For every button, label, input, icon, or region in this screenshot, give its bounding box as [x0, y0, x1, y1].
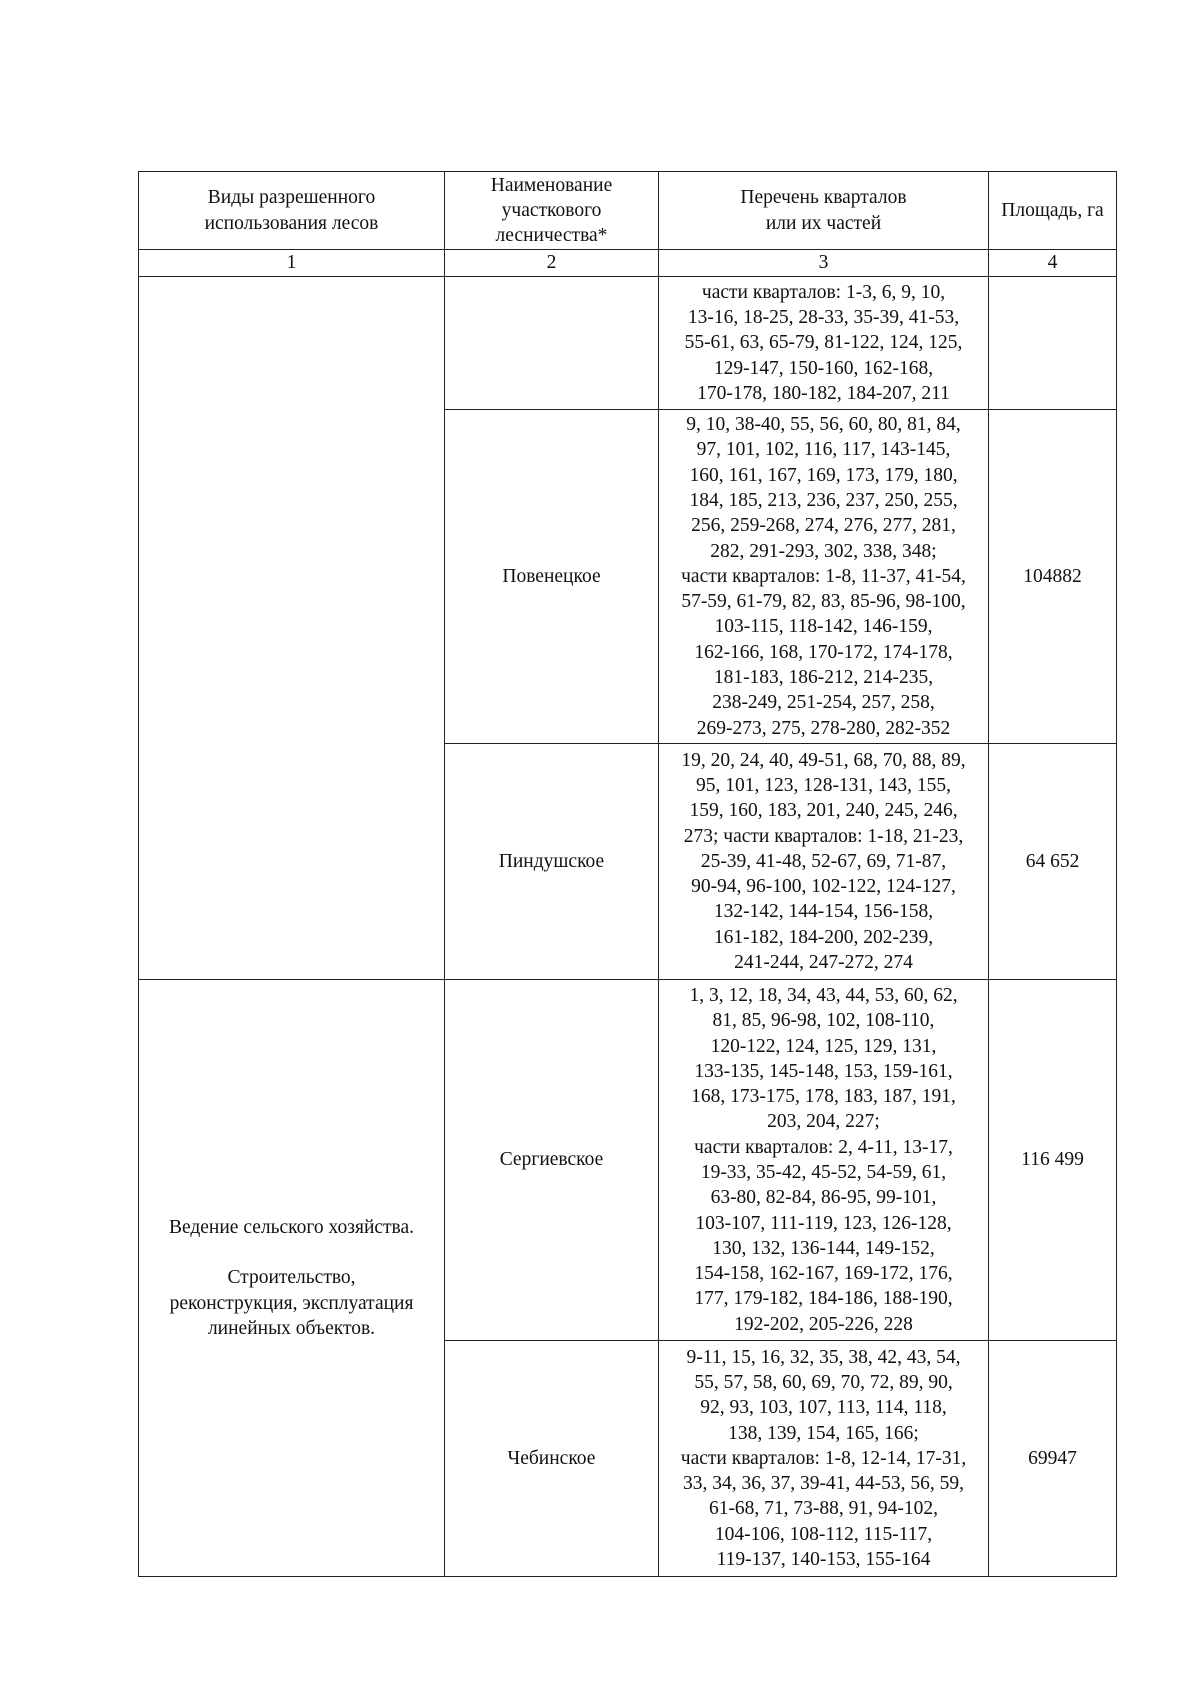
column-number: 1 — [139, 250, 445, 277]
area-cell — [989, 277, 1117, 410]
use-type-cell-continued — [139, 277, 445, 980]
area-cell: 64 652 — [989, 744, 1117, 980]
use-type-spacer — [141, 1240, 442, 1265]
area-cell: 69947 — [989, 1341, 1117, 1577]
area-cell: 104882 — [989, 410, 1117, 744]
use-type-cell — [139, 980, 445, 1577]
header-area: Площадь, га — [989, 172, 1117, 250]
forest-use-table — [138, 171, 1117, 1577]
quarters-list-cell: 19, 20, 24, 40, 49-51, 68, 70, 88, 89, 95, 101, 123, 128-131, 143, 155, 159, 160, 183, 201, 240, 245, 246, 273; части кварталов: 1-18, 21-23, 25-39, 41-48, 52-67, 69, 71-87, 90-94, 96-100, 102-122, 124-127, 132-142, 144-154, 156-158, 161-182, 184-200, 202-239, 241-244, 247-272, 274 — [659, 744, 989, 980]
table-row — [139, 277, 1117, 410]
forestry-name-cell: Сергиевское — [445, 980, 659, 1341]
column-number: 4 — [989, 250, 1117, 277]
header-use-types: Виды разрешенного использования лесов — [139, 172, 445, 250]
column-number: 3 — [659, 250, 989, 277]
table-row — [139, 980, 1117, 1341]
use-type-agriculture: Ведение сельского хозяйства. — [168, 1216, 415, 1238]
area-cell: 116 499 — [989, 980, 1117, 1341]
table-header-row — [139, 172, 1117, 250]
quarters-list-cell: 9-11, 15, 16, 32, 35, 38, 42, 43, 54, 55, 57, 58, 60, 69, 70, 72, 89, 90, 92, 93, 103, 107, 113, 114, 118, 138, 139, 154, 165, 166; части кварталов: 1-8, 12-14, 17-31, 33, 34, 36, 37, 39-41, 44-53, 56, 59, 61-68, 71, 73-88, 91, 94-102, 104-106, 108-112, 115-117, 119-137, 140-153, 155-164 — [659, 1341, 989, 1577]
header-forestry: Наименование участкового лесничества* — [445, 172, 659, 250]
column-number-row — [139, 250, 1117, 277]
forestry-name-cell: Чебинское — [445, 1341, 659, 1577]
quarters-list-cell: 9, 10, 38-40, 55, 56, 60, 80, 81, 84, 97, 101, 102, 116, 117, 143-145, 160, 161, 167, 169, 173, 179, 180, 184, 185, 213, 236, 237, 250, 255, 256, 259-268, 274, 276, 277, 281, 282, 291-293, 302, 338, 348; части кварталов: 1-8, 11-37, 41-54, 57-59, 61-79, 82, 83, 85-96, 98-100, 103-115, 118-142, 146-159, 162-166, 168, 170-172, 174-178, 181-183, 186-212, 214-235, 238-249, 251-254, 257, 258, 269-273, 275, 278-280, 282-352 — [659, 410, 989, 744]
header-quarters: Перечень кварталов или их частей — [659, 172, 989, 250]
forestry-name-cell: Повенецкое — [445, 410, 659, 744]
column-number: 2 — [445, 250, 659, 277]
quarters-list-cell: части кварталов: 1-3, 6, 9, 10, 13-16, 18-25, 28-33, 35-39, 41-53, 55-61, 63, 65-79, 81-122, 124, 125, 129-147, 150-160, 162-168, 170-178, 180-182, 184-207, 211 — [659, 277, 989, 410]
forestry-name-cell: Пиндушское — [445, 744, 659, 980]
use-type-linear-objects: Строительство, реконструкция, эксплуатация линейных объектов. — [169, 1267, 414, 1339]
quarters-list-cell: 1, 3, 12, 18, 34, 43, 44, 53, 60, 62, 81, 85, 96-98, 102, 108-110, 120-122, 124, 125, 129, 131, 133-135, 145-148, 153, 159-161, 168, 173-175, 178, 183, 187, 191, 203, 204, 227; части кварталов: 2, 4-11, 13-17, 19-33, 35-42, 45-52, 54-59, 61, 63-80, 82-84, 86-95, 99-101, 103-107, 111-119, 123, 126-128, 130, 132, 136-144, 149-152, 154-158, 162-167, 169-172, 176, 177, 179-182, 184-186, 188-190, 192-202, 205-226, 228 — [659, 980, 989, 1341]
forestry-name-cell — [445, 277, 659, 410]
